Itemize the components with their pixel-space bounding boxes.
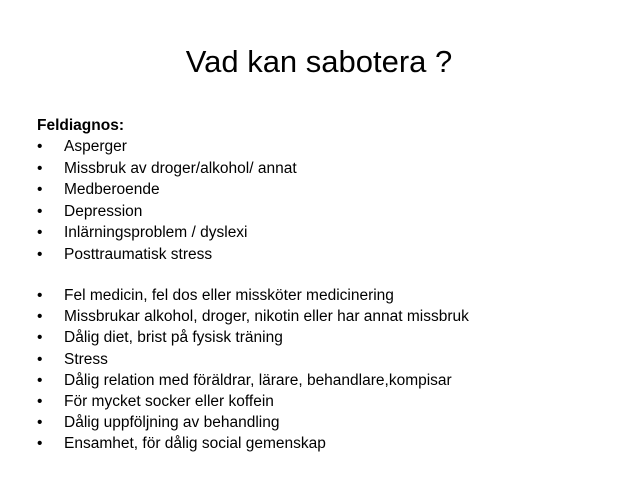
section-heading: Feldiagnos:: [37, 117, 124, 134]
slide-title: Vad kan sabotera ?: [185, 44, 453, 79]
bullet-icon: •: [37, 350, 43, 368]
list-item: [37, 244, 617, 266]
list-item: [37, 327, 617, 348]
bullet-icon: •: [37, 329, 43, 347]
sabotage-factors-list: [37, 285, 617, 455]
bullet-icon: •: [37, 371, 43, 389]
list-item: [37, 391, 617, 412]
list-item-text: Posttraumatisk stress: [64, 245, 213, 263]
list-item: [37, 349, 617, 370]
list-item: [37, 201, 617, 223]
list-item-text: Fel medicin, fel dos eller missköter medicinering: [64, 287, 394, 304]
bullet-icon: •: [37, 181, 43, 198]
list-item-text: Dålig uppföljning av behandling: [64, 414, 280, 432]
bullet-icon: •: [37, 287, 43, 304]
list-item-text: Dålig diet, brist på fysisk träning: [64, 329, 283, 347]
list-item-text: Stress: [64, 350, 108, 368]
list-item: [37, 136, 617, 158]
list-item: [37, 433, 617, 454]
list-item-text: Asperger: [64, 138, 127, 155]
list-item: [37, 306, 617, 327]
list-item: [37, 370, 617, 391]
bullet-icon: •: [37, 159, 43, 177]
bullet-icon: •: [37, 138, 43, 155]
bullet-icon: •: [37, 308, 43, 326]
list-item-text: Missbrukar alkohol, droger, nikotin eller har annat missbruk: [64, 308, 469, 326]
bullet-icon: •: [37, 245, 43, 263]
bullet-icon: •: [37, 392, 43, 410]
list-item-text: Ensamhet, för dålig social gemenskap: [64, 435, 326, 453]
list-item-text: För mycket socker eller koffein: [64, 392, 274, 410]
bullet-icon: •: [37, 435, 43, 453]
list-item-text: Medberoende: [64, 181, 160, 198]
list-item: [37, 179, 617, 201]
list-item-text: Depression: [64, 202, 143, 220]
list-item-text: Dålig relation med föräldrar, lärare, behandlare,kompisar: [64, 371, 452, 389]
list-item: [37, 222, 617, 244]
diagnosis-list: [37, 136, 617, 265]
list-item-text: Inlärningsproblem / dyslexi: [64, 224, 248, 241]
bullet-icon: •: [37, 202, 43, 220]
bullet-icon: •: [37, 224, 43, 241]
list-item: [37, 285, 617, 306]
list-item: [37, 412, 617, 433]
list-item-text: Missbruk av droger/alkohol/ annat: [64, 159, 297, 177]
list-item: [37, 158, 617, 180]
slide-body: [37, 115, 617, 455]
bullet-icon: •: [37, 414, 43, 432]
